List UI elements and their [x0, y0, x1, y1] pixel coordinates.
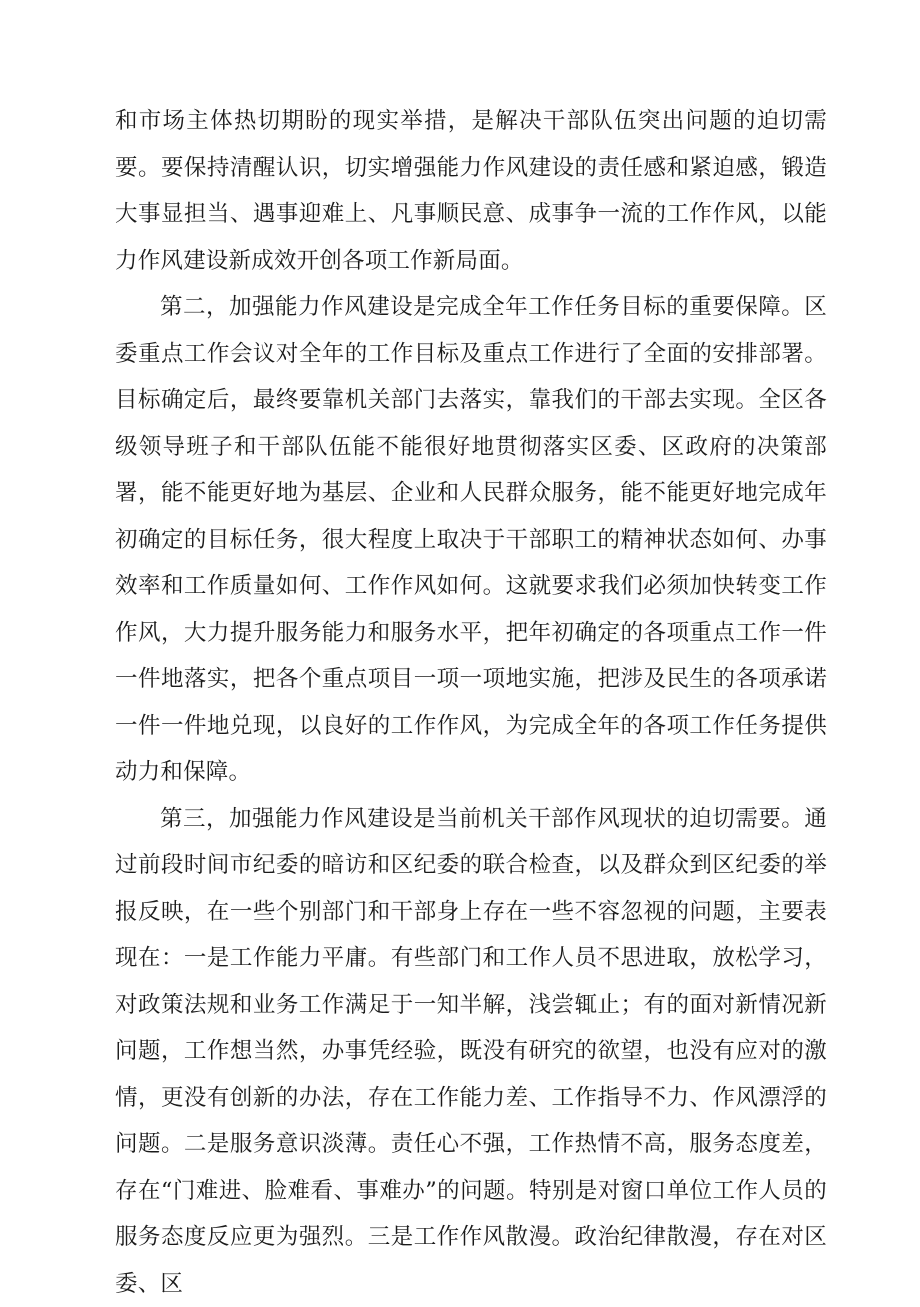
paragraph-second-point: 第二，加强能力作风建设是完成全年工作任务目标的重要保障。区委重点工作会议对全年的工作目标及重点工作进行了全面的安排部署。目标确定后，最终要靠机关部门去落实，靠我们的干部去实现。全区各级领导班子和干部队伍能不能很好地贯彻落实区委、区政府的决策部署，能不能更好地为基层、企业和人民群众服务，能不能更好地完成年初确定的目标任务，很大程度上取决于干部职工的精神状态如何、办事效率和工作质量如何、工作作风如何。这就要求我们必须加快转变工作作风，大力提升服务能力和服务水平，把年初确定的各项重点工作一件一件地落实，把各个重点项目一项一项地实施，把涉及民生的各项承诺一件一件地兑现，以良好的工作作风，为完成全年的各项工作任务提供动力和保障。 [115, 284, 827, 796]
document-body [115, 98, 827, 1307]
paragraph-third-point: 第三，加强能力作风建设是当前机关干部作风现状的迫切需要。通过前段时间市纪委的暗访和区纪委的联合检查，以及群众到区纪委的举报反映，在一些个别部门和干部身上存在一些不容忽视的问题，主要表现在：一是工作能力平庸。有些部门和工作人员不思进取，放松学习，对政策法规和业务工作满足于一知半解，浅尝辄止；有的面对新情况新问题，工作想当然，办事凭经验，既没有研究的欲望，也没有应对的激情，更没有创新的办法，存在工作能力差、工作指导不力、作风漂浮的问题。二是服务意识淡薄。责任心不强，工作热情不高，服务态度差，存在“门难进、脸难看、事难办”的问题。特别是对窗口单位工作人员的服务态度反应更为强烈。三是工作作风散漫。政治纪律散漫，存在对区委、区 [115, 796, 827, 1307]
paragraph-continuation: 和市场主体热切期盼的现实举措，是解决干部队伍突出问题的迫切需要。要保持清醒认识，切实增强能力作风建设的责任感和紧迫感，锻造大事显担当、遇事迎难上、凡事顺民意、成事争一流的工作作风，以能力作风建设新成效开创各项工作新局面。 [115, 98, 827, 284]
